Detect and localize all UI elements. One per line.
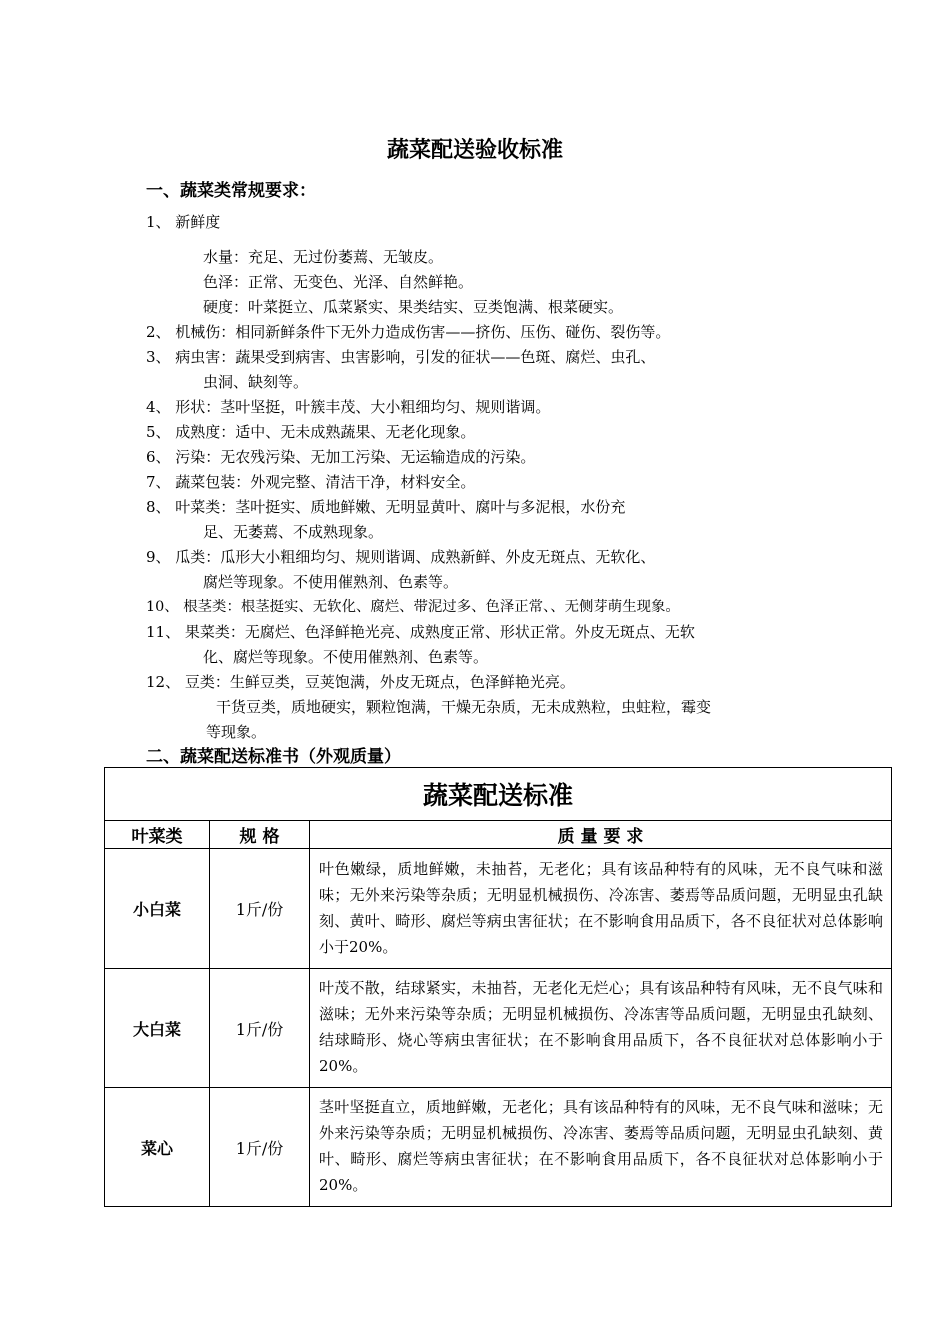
row-requirements: 叶茂不散，结球紧实，未抽苔，无老化无烂心；具有该品种特有风味，无不良气味和滋味；无外来污染等杂质；无明显机械损伤、冷冻害等品质问题，无明显虫孔缺刻、结球畸形、烧心等病虫害征状；在不影响食用品质下，各不良征状对总体影响小于20%。 xyxy=(310,969,892,1088)
row-spec: 1斤/份 xyxy=(210,849,310,969)
list-item: 6、 污染：无农残污染、无加工污染、无运输造成的污染。 xyxy=(146,448,536,466)
list-item: 5、 成熟度：适中、无未成熟蔬果、无老化现象。 xyxy=(146,423,476,441)
column-header-spec: 规 格 xyxy=(210,821,310,849)
list-item: 7、 蔬菜包装：外观完整、清洁干净，材料安全。 xyxy=(146,473,476,491)
table-row xyxy=(105,849,892,969)
standards-table xyxy=(104,767,892,1207)
row-name: 小白菜 xyxy=(105,849,210,969)
list-item: 12、 豆类：生鲜豆类，豆荚饱满，外皮无斑点，色泽鲜艳光亮。 xyxy=(146,673,575,691)
list-item: 1、 新鲜度 xyxy=(146,213,221,231)
row-spec: 1斤/份 xyxy=(210,969,310,1088)
column-header-category: 叶菜类 xyxy=(105,821,210,849)
row-spec: 1斤/份 xyxy=(210,1088,310,1207)
list-item: 等现象。 xyxy=(206,723,267,741)
section-2-heading: 二、蔬菜配送标准书（外观质量） xyxy=(146,747,401,767)
row-requirements: 茎叶坚挺直立，质地鲜嫩，无老化；具有该品种特有的风味，无不良气味和滋味；无外来污染等杂质；无明显机械损伤、冷冻害、萎焉等品质问题，无明显虫孔缺刻、黄叶、畸形、腐烂等病虫害征状；在不影响食用品质下，各不良征状对总体影响小于20%。 xyxy=(310,1088,892,1207)
list-item: 10、 根茎类：根茎挺实、无软化、腐烂、带泥过多、色泽正常、、无侧芽萌生现象。 xyxy=(146,599,680,615)
list-item: 虫洞、缺刻等。 xyxy=(203,373,309,391)
list-item: 硬度：叶菜挺立、瓜菜紧实、果类结实、豆类饱满、根菜硬实。 xyxy=(203,298,624,316)
row-name: 大白菜 xyxy=(105,969,210,1088)
row-name: 菜心 xyxy=(105,1088,210,1207)
table-row xyxy=(105,1088,892,1207)
list-item: 9、 瓜类：瓜形大小粗细均匀、规则谐调、成熟新鲜、外皮无斑点、无软化、 xyxy=(146,548,656,566)
list-item: 足、无萎蔫、不成熟现象。 xyxy=(203,523,384,541)
list-item: 11、 果菜类：无腐烂、色泽鲜艳光亮、成熟度正常、形状正常。外皮无斑点、无软 xyxy=(146,623,695,641)
table-title: 蔬菜配送标准 xyxy=(105,768,892,821)
column-header-quality: 质 量 要 求 xyxy=(310,821,892,849)
list-item: 2、 机械伤：相同新鲜条件下无外力造成伤害——挤伤、压伤、碰伤、裂伤等。 xyxy=(146,323,671,341)
list-item: 色泽：正常、无变色、光泽、自然鲜艳。 xyxy=(203,273,474,291)
section-1-heading: 一、蔬菜类常规要求： xyxy=(146,181,316,201)
table-row xyxy=(105,969,892,1088)
table-header-row xyxy=(105,821,892,849)
list-item: 水量：充足、无过份萎蔫、无皱皮。 xyxy=(203,248,444,266)
row-requirements: 叶色嫩绿，质地鲜嫩，未抽苔，无老化；具有该品种特有的风味，无不良气味和滋味；无外来污染等杂质；无明显机械损伤、冷冻害、萎焉等品质问题，无明显虫孔缺刻、黄叶、畸形、腐烂等病虫害征状；在不影响食用品质下，各不良征状对总体影响小于20%。 xyxy=(310,849,892,969)
list-item: 3、 病虫害：蔬果受到病害、虫害影响，引发的征状——色斑、腐烂、虫孔、 xyxy=(146,348,656,366)
list-item: 8、 叶菜类：茎叶挺实、质地鲜嫩、无明显黄叶、腐叶与多泥根，水份充 xyxy=(146,498,626,516)
document-title: 蔬菜配送验收标准 xyxy=(386,138,563,163)
list-item: 化、腐烂等现象。不使用催熟剂、色素等。 xyxy=(203,648,489,666)
list-item: 干货豆类，质地硬实，颗粒饱满，干燥无杂质，无未成熟粒，虫蛀粒，霉变 xyxy=(216,698,712,716)
list-item: 腐烂等现象。不使用催熟剂、色素等。 xyxy=(203,573,459,591)
list-item: 4、 形状：茎叶坚挺，叶簇丰茂、大小粗细均匀、规则谐调。 xyxy=(146,398,551,416)
